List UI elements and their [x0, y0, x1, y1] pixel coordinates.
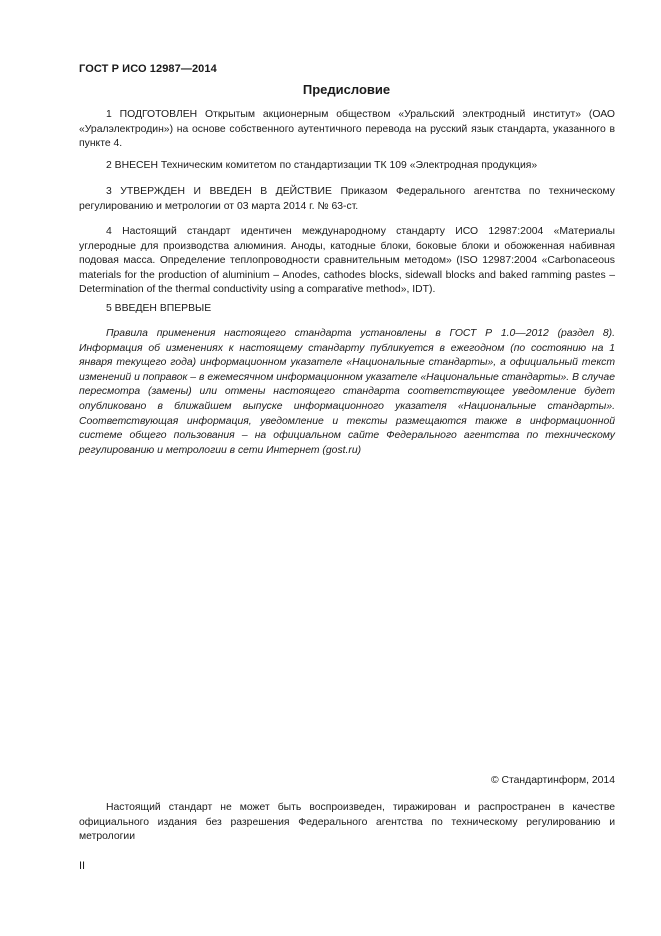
page-title [0, 82, 661, 97]
page-title-text: Предисловие [302, 82, 391, 97]
paragraph-introduced-by: 2 ВНЕСЕН Техническим комитетом по стандартизации ТК 109 «Электродная продукция» [106, 160, 538, 171]
paragraph-approved: 3 УТВЕРЖДЕН И ВВЕДЕН В ДЕЙСТВИЕ Приказом Федерального агентства по техническому регулированию и метрологии от 03 марта 2014 г. № 63-ст. [79, 186, 615, 212]
paragraph-prepared-by: 1 ПОДГОТОВЛЕН Открытым акционерным обществом «Уральский электродный институт» (ОАО «Уралэлектродин») на основе собственного аутентичного перевода на русский язык стандарта, указанного в пункте 4. [79, 109, 615, 150]
paragraph-first-introduced: 5 ВВЕДЕН ВПЕРВЫЕ [106, 303, 212, 314]
copyright-line: © Стандартинформ, 2014 [490, 775, 615, 786]
page-number: II [79, 860, 86, 872]
document-code: ГОСТ Р ИСО 12987—2014 [79, 63, 217, 75]
reproduction-notice: Настоящий стандарт не может быть воспроизведен, тиражирован и распространен в качестве официального издания без разрешения Федерального агентства по техническому регулированию и метрологии [79, 802, 615, 843]
paragraph-identical-standard: 4 Настоящий стандарт идентичен международному стандарту ИСО 12987:2004 «Материалы углеродные для производства алюминия. Аноды, катодные блоки, боковые блоки и обожженная набивная подовая масса. Определение теплопроводности сравнительным методом» (ISO 12987:2004 «Carbonaceous materials for the production of aluminium – Anodes, cathodes blocks, sidewall blocks and baked ramming pastes – Determination of the thermal conductivity using a comparative method», IDT). [79, 226, 615, 296]
paragraph-application-rules: Правила применения настоящего стандарта установлены в ГОСТ Р 1.0—2012 (раздел 8). Информация об изменениях к настоящему стандарту публикуется в ежегодном (по состоянию на 1 января текущего года) информационном указателе «Национальные стандарты», а официальный текст изменений и поправок – в ежемесячном информационном указателе «Национальные стандарты». В случае пересмотра (замены) или отмены настоящего стандарта соответствующее уведомление будет опубликовано в ближайшем выпуске информационного указателя «Национальные стандарты». Соответствующая информация, уведомление и тексты размещаются также в информационной системе общего пользования – на официальном сайте Федерального агентства по техническому регулированию и метрологии в сети Интернет (gost.ru) [79, 328, 615, 456]
